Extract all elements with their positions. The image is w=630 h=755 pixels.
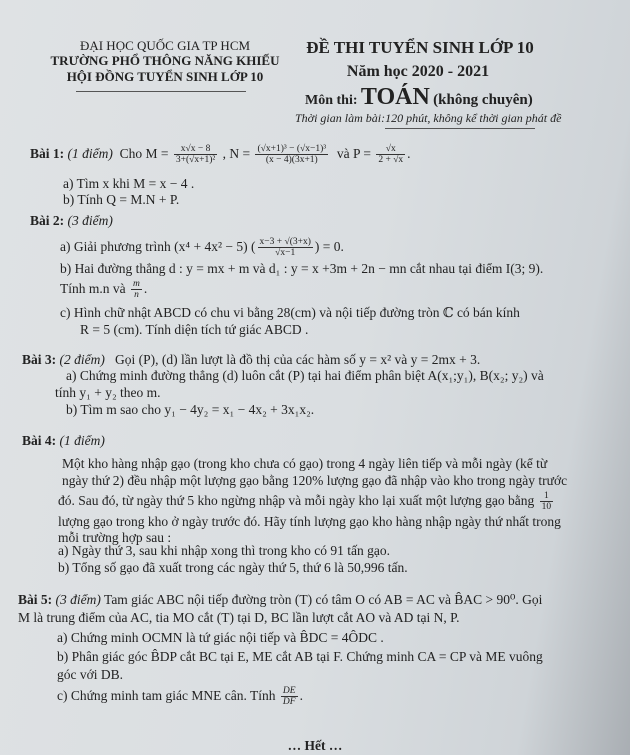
text: và P =	[336, 146, 371, 161]
problem-label: Bài 2:	[30, 213, 65, 228]
numerator: √x	[376, 144, 405, 155]
problem-label: Bài 4:	[22, 433, 57, 448]
problem-label: Bài 3:	[22, 352, 57, 367]
problem-3b: b) Tìm m sao cho y₁ − 4y₂ = x₁ − 4x₂ + 3x₁x₂.	[66, 402, 315, 417]
fraction-n	[255, 144, 328, 165]
problem-points: (3 điểm)	[55, 592, 101, 607]
text: Gọi (P), (d) lần lượt là đồ thị của các hàm số y = x² và y = 2mx + 3.	[115, 352, 481, 367]
text: c) Chứng minh tam giác MNE cân. Tính	[57, 688, 276, 703]
exam-title: ĐỀ THI TUYỂN SINH LỚP 10	[306, 38, 534, 57]
problem-4-line-5: mỗi trường hợp sau :	[58, 530, 172, 545]
subject-label: Môn thi:	[305, 93, 358, 108]
denominator: 10	[541, 502, 552, 513]
time-limit: Thời gian làm bài:120 phút, không kể thời gian phát đề	[295, 111, 562, 125]
problem-label: Bài 5:	[18, 592, 53, 607]
subject: TOÁN	[360, 84, 430, 110]
problem-5-header	[18, 592, 542, 608]
subject-note: (không chuyên)	[433, 92, 533, 108]
university-name: ĐẠI HỌC QUỐC GIA TP HCM	[79, 38, 251, 53]
problem-2c-cont: R = 5 (cm). Tính diện tích tứ giác ABCD .	[80, 322, 309, 337]
denominator: n	[134, 290, 139, 301]
numerator: x√x − 8	[174, 144, 217, 155]
text: ) = 0.	[314, 239, 344, 254]
problem-2c: c) Hình chữ nhật ABCD có chu vi bằng 28(cm) và nội tiếp đường tròn ℂ có bán kính	[60, 305, 520, 320]
fraction-p	[376, 144, 405, 165]
council-name: HỘI ĐỒNG TUYỂN SINH LỚP 10	[66, 69, 264, 84]
problem-1a: a) Tìm x khi M = x − 4 .	[63, 176, 195, 191]
fraction	[281, 686, 298, 707]
text: .	[407, 146, 411, 161]
problem-5b: b) Phân giác góc B̂DP cắt BC tại E, ME cắt AB tại F. Chứng minh CA = CP và ME vuông	[57, 649, 543, 664]
numerator: x−3 + √(3+x)	[259, 237, 311, 248]
problem-points: (2 điểm)	[59, 352, 105, 367]
problem-5a: a) Chứng minh OCMN là tứ giác nội tiếp và B̂DC = 4ÔDC .	[57, 630, 384, 645]
problem-5-line-2: M là trung điểm của AC, tia MO cắt (T) tại D, BC lần lượt cắt AO và AD tại N, P.	[18, 610, 460, 625]
problem-2b: b) Hai đường thẳng d : y = mx + m và d₁ : y = x +3m + 2n − mn cắt nhau tại điểm I(3; 9).	[60, 261, 544, 276]
fraction	[258, 237, 313, 258]
numerator: DE	[282, 686, 296, 697]
text: Tính m.n và	[60, 281, 126, 296]
problem-1-header	[30, 140, 411, 168]
problem-3a-cont: tính y₁ + y₂ theo m.	[55, 385, 161, 400]
numerator: m	[133, 279, 140, 290]
problem-3a: a) Chứng minh đường thẳng (d) luôn cắt (P) tại hai điểm phân biệt A(x₁;y₁), B(x₂; y₂) và	[66, 368, 544, 383]
denominator: DF	[282, 697, 296, 708]
problem-4a: a) Ngày thứ 3, sau khi nhập xong thì trong kho có 91 tấn gạo.	[58, 543, 391, 558]
problem-5b-cont: góc với DB.	[57, 667, 124, 682]
fraction-m	[174, 144, 217, 165]
problem-points: (1 điểm)	[67, 146, 113, 161]
problem-points: (3 điểm)	[67, 213, 113, 228]
denominator: √x−1	[275, 248, 296, 259]
text: đó. Sau đó, từ ngày thứ 5 kho ngừng nhập và mỗi ngày kho lại xuất một lượng gạo bằng	[58, 493, 535, 508]
numerator: 1	[540, 491, 554, 502]
problem-4b: b) Tổng số gạo đã xuất trong các ngày thứ 5, thứ 6 là 50,996 tấn.	[58, 560, 408, 575]
problem-4-line-2: ngày thứ 2) đều nhập một lượng gạo bằng 120% lượng gạo đã nhập vào kho trong ngày trước	[62, 473, 568, 488]
problem-points: (1 điểm)	[59, 433, 105, 448]
problem-3-header	[22, 352, 480, 368]
school-year: Năm học 2020 - 2021	[346, 63, 490, 80]
problem-label: Bài 1:	[30, 146, 65, 161]
problem-4-line-4: lượng gạo trong kho ở ngày trước đó. Hãy tính lượng gạo kho hàng nhập ngày thứ nhất trong	[58, 514, 561, 529]
text: , N =	[222, 146, 251, 161]
problem-5c	[57, 684, 303, 708]
fraction	[540, 491, 554, 512]
problem-2b-cont	[60, 278, 147, 300]
problem-4-line-1: Một kho hàng nhập gạo (trong kho chưa có gạo) trong 4 ngày liên tiếp và mỗi ngày (kể từ	[62, 456, 548, 471]
header-divider-right	[385, 128, 535, 129]
school-name: TRƯỜNG PHỔ THÔNG NĂNG KHIẾU	[50, 53, 280, 68]
problem-2a	[60, 235, 344, 259]
end-marker: … Hết …	[287, 738, 343, 753]
problem-1b: b) Tính Q = M.N + P.	[63, 192, 180, 207]
text: Cho M =	[119, 146, 169, 161]
denominator: (x − 4)(3x+1)	[265, 155, 318, 166]
text: .	[143, 281, 148, 296]
problem-4-header	[22, 433, 105, 449]
numerator: (√x+1)³ − (√x−1)³	[257, 144, 327, 155]
header-divider-left	[76, 91, 246, 92]
problem-2-header	[30, 213, 113, 229]
text: a) Giải phương trình (x⁴ + 4x² − 5) (	[60, 239, 256, 254]
text: Tam giác ABC nội tiếp đường tròn (T) có tâm O có AB = AC và B̂AC > 90⁰. Gọi	[104, 592, 543, 607]
denominator: 3+(√x+1)²	[175, 155, 216, 166]
denominator: 2 + √x	[378, 155, 404, 166]
problem-4-line-3	[58, 490, 555, 512]
fraction	[131, 279, 142, 300]
text: .	[299, 688, 303, 703]
